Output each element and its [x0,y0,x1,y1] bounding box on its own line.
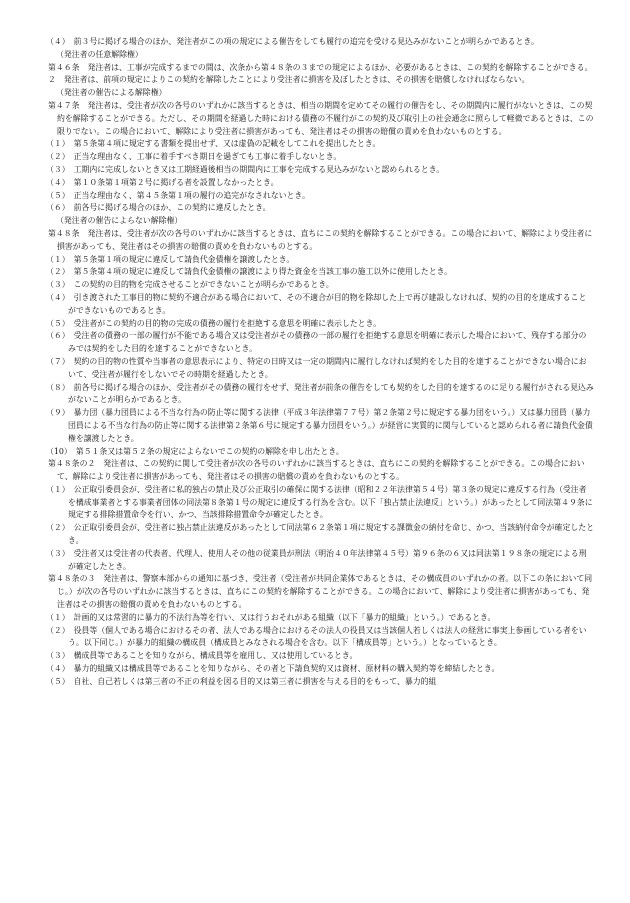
article-paragraph: 第４８条の２ 発注者は、この契約に関して受注者が次の各号のいずれかに該当するときは、直ちにこの契約を解除することができる。この場合において、解除により受注者に損害があっても、発注者はその損害の賠償の責めを負わないものとする。 [48,459,585,482]
list-item: （６） 前各号に掲げる場合のほか、この契約に違反したとき。 [46,203,271,213]
list-item: （１） 第５条第４項に規定する書類を提出せず、又は虚偽の記載をしてこれを提出したとき。 [46,139,381,149]
list-item: （３） この契約の目的物を完成させることができないことが明らかであるとき。 [46,280,334,290]
list-item: （８） 前各号に掲げる場合のほか、受注者がその債務の履行をせず、発注者が前条の催告をしても契約をした目的を達するのに足りる履行がされる見込みがないことが明らかであるとき。 [46,382,594,405]
section-heading: （発注者の催告による解除権） [56,88,167,98]
list-item: （４） 暴力的組織又は構成員等であることを知りながら、その者と下請負契約又は資材、原材料の購入契約等を締結したとき。 [46,664,500,674]
list-item: （５） 自社、自己若しくは第三者の不正の利益を図る目的又は第三者に損害を与える目的をもって、暴力的組 [46,676,437,686]
article-paragraph: 第４８条の３ 発注者は、警察本部からの通知に基づき、受注者（受注者が共同企業体であるときは、その構成員のいずれかの者。以下この条において同じ。）が次の各号のいずれかに該当するときは、直ちにこの契約を解除することができる。この場合において、解除により受注者に損害があっても、発注者はその損害の賠償の責めを負わないものとする。 [48,574,593,610]
list-item: （５） 受注者がこの契約の目的物の完成の債務の履行を拒絶する意思を明確に表示したとき。 [46,318,382,328]
list-item: （２） 第５条第４項の規定に違反して請負代金債権の譲渡により得た資金を当該工事の施工以外に使用したとき。 [46,267,453,277]
list-item: （２） 公正取引委員会が、受注者に独占禁止法違反があったとして同法第６２条第１項に規定する課徴金の納付を命じ、かつ、当該納付命令が確定したとき。 [46,523,595,546]
list-item: （４） 前３号に掲げる場合のほか、発注者がこの項の規定による催告をしても履行の追完を受ける見込みがないことが明らかであるとき。 [46,37,539,46]
list-item: （７） 契約の目的物の性質や当事者の意思表示により、特定の日時又は一定の期間内に履行しなければ契約をした目的を達することができない場合において、受注者が履行をしないでその時期を経過したとき。 [46,356,587,379]
article-paragraph: 第４８条 発注者は、受注者が次の各号のいずれかに該当するときは、直ちにこの契約を解除することができる。この場合において、解除により受注者に損害があっても、発注者はその損害の賠償の責めを負わないものとする。 [48,228,593,251]
article-paragraph: 第４７条 発注者は、受注者が次の各号のいずれかに該当するときは、相当の期間を定めてその履行の催告をし、その期間内に履行がないときは、この契約を解除することができる。ただし、その期間を経過した時における債務の不履行がこの契約及び取引上の社会通念に照らして軽微であるときは、この限りでない。この場合において、解除により受注者に損害があっても、発注者はその損害の賠償の責めを負わないものとする。 [48,100,594,136]
section-heading: （発注者の任意解除権） [56,49,143,59]
list-item: （４） 引き渡された工事目的物に契約不適合がある場合において、その不適合が目的物を除却した上で再び建設しなければ、契約の目的を達成することができないものであるとき。 [46,292,587,315]
list-item: （３） 工期内に完成しないとき又は工期経過後相当の期間内に工事を完成する見込みがないと認められるとき。 [46,164,445,174]
list-item: （２） 役員等（個人である場合におけるその者、法人である場合におけるその法人の役員又は当該個人若しくは法人の経営に事実上参画している者をいう。以下同じ。）が暴力的組織の構成員（構成員とみなされる場合を含む。以下「構成員等」という。）となっているとき。 [46,625,587,648]
list-item: （10） 第５１条又は第５２条の規定によらないでこの契約の解除を申し出たとき。 [46,446,344,456]
list-item: （９） 暴力団（暴力団員による不当な行為の防止等に関する法律（平成３年法律第７７号）第２条第２号に規定する暴力団をいう。）又は暴力団員（暴力団員による不当な行為の防止等に関する法律第２条第６号に規定する暴力団員をいう。）が経営に実質的に関与していると認められる者に請負代金債権を譲渡したとき。 [46,408,593,443]
list-item: （２） 正当な理由なく、工事に着手すべき期日を過ぎても工事に着手しないとき。 [46,152,342,162]
list-item: （３） 構成員等であることを知りながら、構成員等を雇用し、又は使用しているとき。 [46,651,358,661]
article-paragraph: 第４６条 発注者は、工事が完成するまでの間は、次条から第４８条の３までの規定によるほか、必要があるときは、この契約を解除することができる。 [48,62,593,72]
sub-paragraph: ２ 発注者は、前項の規定によりこの契約を解除したことにより受注者に損害を及ぼしたときは、その損害を賠償しなければならない。 [48,75,530,85]
list-item: （３） 受注者又は受注者の代表者、代理人、使用人その他の従業員が刑法（明治４０年法律第４５号）第９６条の６又は同法第１９８条の規定による刑が確定したとき。 [46,548,587,571]
list-item: （１） 公正取引委員会が、受注者に私的独占の禁止及び公正取引の確保に関する法律（昭和２２年法律第５４号）第３条の規定に違反する行為（受注者を構成事業者とする事業者団体の同法第８条第１号の規定に違反する行為を含む。以下「独占禁止法違反」という。）があったとして同法第４９条に規定する排除措置命令を行い、かつ、当該排除措置命令が確定したとき。 [46,484,593,520]
section-heading: （発注者の催告によらない解除権） [56,216,183,226]
list-item: （５） 正当な理由なく、第４５条第１項の履行の追完がなされないとき。 [46,190,310,200]
list-item: （６） 受注者の債務の一部の履行が不能である場合又は受注者がその債務の一部の履行を拒絶する意思を明確に表示した場合において、残存する部分のみでは契約をした目的を達することができないとき。 [46,331,587,354]
list-item: （４） 第１０条第１項第２号に掲げる者を設置しなかったとき。 [46,177,279,187]
list-item: （１） 第５条第１項の規定に違反して請負代金債権を譲渡したとき。 [46,254,295,264]
list-item: （１） 計画的又は常習的に暴力的不法行為等を行い、又は行うおそれがある組織（以下「暴力的組織」という。）であるとき。 [46,612,496,622]
